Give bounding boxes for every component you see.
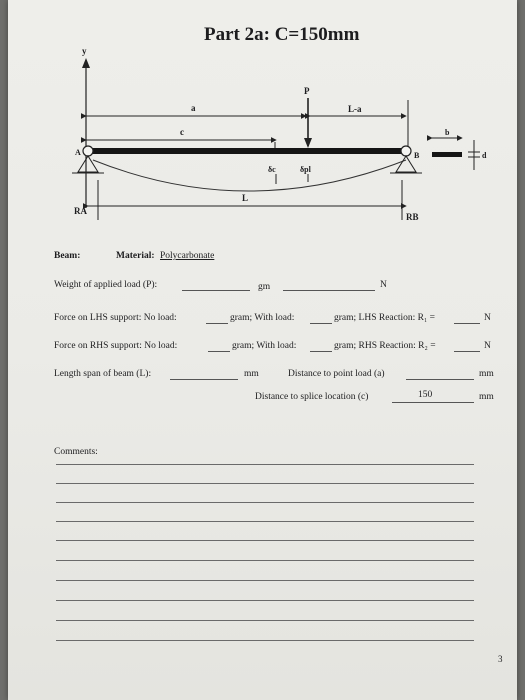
splice-field[interactable]	[392, 402, 474, 403]
splice-value: 150	[418, 390, 433, 400]
comment-line[interactable]	[56, 502, 474, 503]
comment-line[interactable]	[56, 483, 474, 484]
weight-gm-field[interactable]	[182, 290, 250, 291]
label-L: L	[242, 193, 249, 203]
weight-label: Weight of applied load (P):	[54, 280, 158, 290]
support-b-triangle	[396, 156, 416, 172]
splice-unit: mm	[479, 392, 494, 402]
beam	[90, 148, 408, 154]
comment-line[interactable]	[56, 640, 474, 641]
weight-n-unit: N	[380, 280, 387, 290]
rhs-withload-field[interactable]	[310, 351, 332, 352]
lhs-noload-field[interactable]	[206, 323, 228, 324]
span-field[interactable]	[170, 379, 238, 380]
lhs-withload-field[interactable]	[310, 323, 332, 324]
lhs-label: Force on LHS support: No load:	[54, 313, 177, 323]
span-label: Length span of beam (L):	[54, 369, 152, 379]
dist-point-label: Distance to point load (a)	[288, 369, 385, 379]
label-B: B	[414, 151, 420, 160]
label-d: d	[482, 151, 487, 160]
rhs-label: Force on RHS support: No load:	[54, 341, 178, 351]
lhs-reaction-unit: N	[484, 313, 491, 323]
support-b-pin	[401, 146, 411, 156]
deflection-curve	[93, 160, 406, 191]
y-axis-arrow	[82, 58, 90, 68]
lhs-reaction-label: gram; LHS Reaction: R₁ =	[334, 313, 436, 323]
dist-point-field[interactable]	[406, 379, 474, 380]
worksheet-page	[8, 0, 517, 700]
comment-line[interactable]	[56, 521, 474, 522]
beam-diagram	[8, 0, 517, 240]
beam-label: Beam:	[54, 251, 81, 261]
comment-line[interactable]	[56, 620, 474, 621]
comment-line[interactable]	[56, 600, 474, 601]
comment-line[interactable]	[56, 560, 474, 561]
label-a: a	[191, 103, 196, 113]
comment-line[interactable]	[56, 540, 474, 541]
support-a-triangle	[78, 156, 98, 172]
label-RA: RA	[74, 206, 87, 216]
comment-line[interactable]	[56, 580, 474, 581]
span-unit: mm	[244, 369, 259, 379]
weight-n-field[interactable]	[283, 290, 375, 291]
label-RB: RB	[406, 212, 419, 222]
lhs-reaction-field[interactable]	[454, 323, 480, 324]
label-delta-c: δc	[268, 165, 276, 174]
label-b: b	[445, 128, 450, 137]
material-value: Polycarbonate	[160, 251, 215, 261]
dist-point-unit: mm	[479, 369, 494, 379]
rhs-reaction-label: gram; RHS Reaction: R₂ =	[334, 341, 436, 351]
label-c: c	[180, 127, 184, 137]
label-p: P	[304, 86, 310, 96]
rhs-noload-field[interactable]	[208, 351, 230, 352]
lhs-with-label: gram; With load:	[230, 313, 295, 323]
weight-gm-unit: gm	[258, 282, 271, 292]
rhs-reaction-unit: N	[484, 341, 491, 351]
label-delta-pl: δpl	[300, 165, 311, 174]
rhs-reaction-field[interactable]	[454, 351, 480, 352]
cross-section	[432, 152, 462, 157]
label-A: A	[75, 148, 81, 157]
material-label: Material:	[116, 251, 155, 261]
rhs-with-label: gram; With load:	[232, 341, 297, 351]
comment-line[interactable]	[56, 464, 474, 465]
page-title: Part 2a: C=150mm	[204, 24, 360, 45]
label-l-minus-a: L-a	[348, 104, 362, 114]
y-axis-label: y	[82, 46, 87, 56]
load-p-arrow	[304, 138, 312, 148]
page-number: 3	[498, 654, 503, 664]
comments-label: Comments:	[54, 447, 98, 457]
splice-label: Distance to splice location (c)	[255, 392, 369, 402]
support-a-pin	[83, 146, 93, 156]
